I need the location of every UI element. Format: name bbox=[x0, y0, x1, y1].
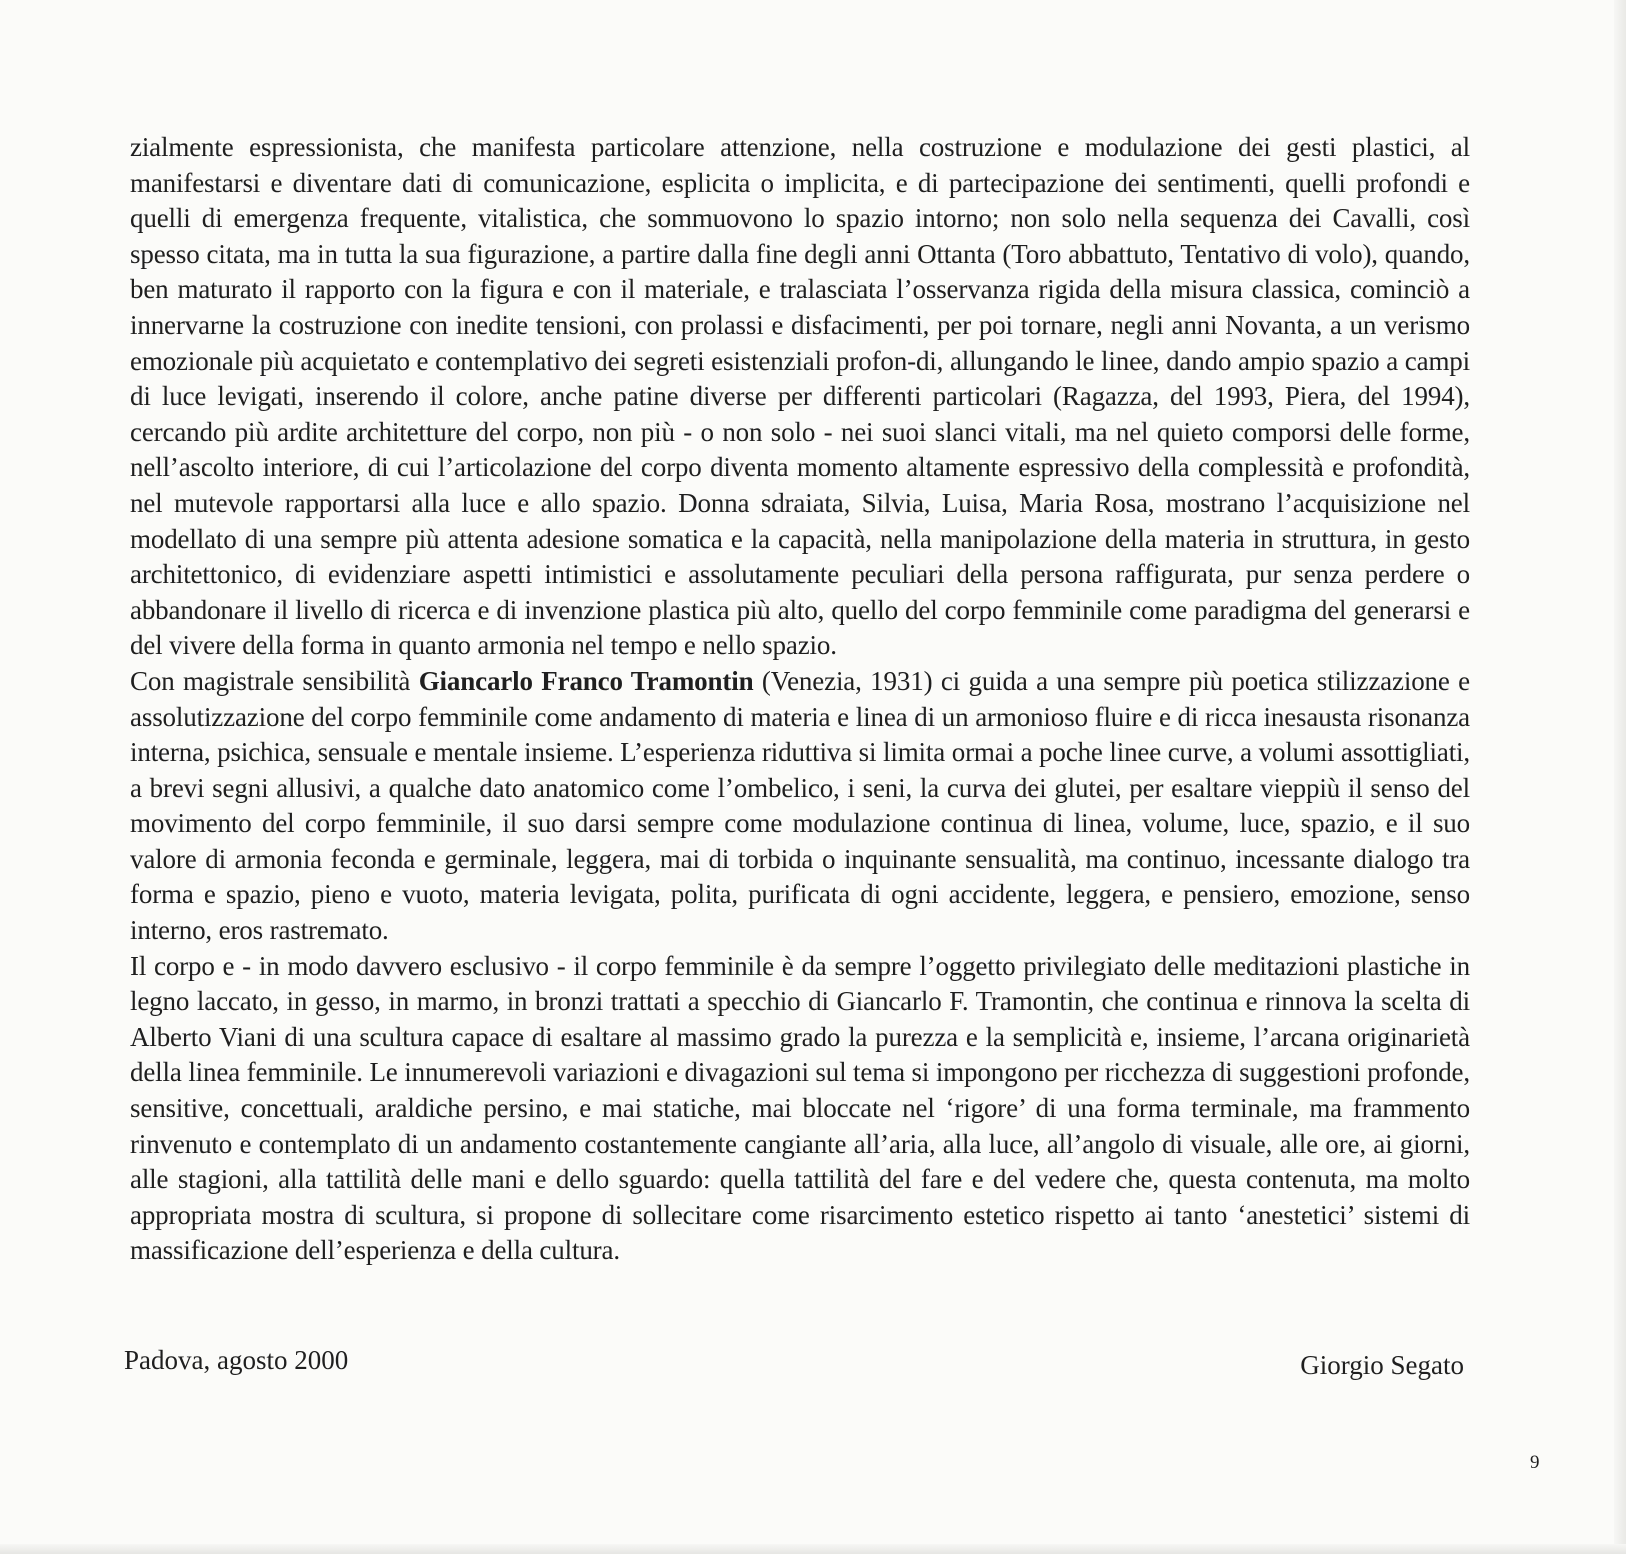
page-edge bbox=[1614, 0, 1626, 1554]
page-number: 9 bbox=[1530, 1452, 1540, 1473]
place-date: Padova, agosto 2000 bbox=[124, 1345, 349, 1375]
paragraph bbox=[130, 130, 1470, 664]
essay-body bbox=[130, 130, 1470, 1269]
paragraph bbox=[130, 664, 1470, 949]
paragraph-text: Con magistrale sensibilità bbox=[130, 665, 419, 696]
author-signature: Giorgio Segato bbox=[1300, 1350, 1464, 1380]
paragraph-text: (Venezia, 1931) ci guida a una sempre più poetica stilizzazione e assolutizzazione del corpo femminile come andamento di materia e linea di un armonioso fluire e di ricca inesausta risonanza interna, psichica, sensuale e mentale insieme. L’esperienza riduttiva si limita ormai a poche linee curve, a volumi assottigliati, a brevi segni allusivi, a qualche dato anatomico come l’ombelico, i seni, la curva dei glutei, per esaltare vieppiù il senso del movimento del corpo femminile, il suo darsi sempre come modulazione continua di linea, volume, luce, spazio, e il suo valore di armonia feconda e germinale, leggera, mai di torbida o inquinante sensualità, ma continuo, incessante dialogo tra forma e spazio, pieno e vuoto, materia levigata, polita, purificata di ogni accidente, leggera, e pensiero, emozione, senso interno, eros rastremato. bbox=[130, 665, 1470, 946]
paragraph bbox=[130, 949, 1470, 1269]
artist-name: Giancarlo Franco Tramontin bbox=[418, 665, 754, 696]
paragraph-text: Il corpo e - in modo davvero esclusivo - il corpo femminile è da sempre l’oggetto privilegiato delle meditazioni plastiche in legno laccato, in gesso, in marmo, in bronzi trattati a specchio di Giancarlo F. Tramontin, che continua e rinnova la scelta di Alberto Viani di una scultura capace di esaltare al massimo grado la purezza e la semplicità e, insieme, l’arcana originarietà della linea femminile. Le innumerevoli variazioni e divagazioni sul tema si impongono per ricchezza di suggestioni profonde, sensitive, concettuali, araldiche persino, e mai statiche, mai bloccate nel ‘rigore’ di una forma terminale, ma frammento rinvenuto e contemplato di un andamento costantemente cangiante all’aria, alla luce, all’angolo di visuale, alle ore, ai giorni, alle stagioni, alla tattilità delle mani e dello sguardo: quella tattilità del fare e del vedere che, questa contenuta, ma molto appropriata mostra di scultura, si propone di sollecitare come risarcimento estetico rispetto ai tanto ‘anestetici’ sistemi di massificazione dell’esperienza e della cultura. bbox=[130, 950, 1470, 1266]
page-bottom-edge bbox=[0, 1544, 1626, 1554]
paragraph-text: zialmente espressionista, che manifesta particolare attenzione, nella costruzione e modulazione dei gesti plastici, al manifestarsi e diventare dati di comunicazione, esplicita o implicita, e di partecipazione dei sentimenti, quelli profondi e quelli di emergenza frequente, vitalistica, che sommuovono lo spazio intorno; non solo nella sequenza dei Cavalli, così spesso citata, ma in tutta la sua figurazione, a partire dalla fine degli anni Ottanta (Toro abbattuto, Tentativo di volo), quando, ben maturato il rapporto con la figura e con il materiale, e tralasciata l’osservanza rigida della misura classica, cominciò a innervarne la costruzione con inedite tensioni, con prolassi e disfacimenti, per poi tornare, negli anni Novanta, a un verismo emozionale più acquietato e contemplativo dei segreti esistenziali profon-di, allungando le linee, dando ampio spazio a campi di luce levigati, inserendo il colore, anche patine diverse per differenti particolari (Ragazza, del 1993, Piera, del 1994), cercando più ardite architetture del corpo, non più - o non solo - nei suoi slanci vitali, ma nel quieto comporsi delle forme, nell’ascolto interiore, di cui l’articolazione del corpo diventa momento altamente espressivo della complessità e profondità, nel mutevole rapportarsi alla luce e allo spazio. Donna sdraiata, Silvia, Luisa, Maria Rosa, mostrano l’acquisizione nel modellato di una sempre più attenta adesione somatica e la capacità, nella manipolazione della materia in struttura, in gesto architettonico, di evidenziare aspetti intimistici e assolutamente peculiari della persona raffigurata, pur senza perdere o abbandonare il livello di ricerca e di invenzione plastica più alto, quello del corpo femminile come paradigma del generarsi e del vivere della forma in quanto armonia nel tempo e nello spazio. bbox=[130, 132, 1470, 661]
